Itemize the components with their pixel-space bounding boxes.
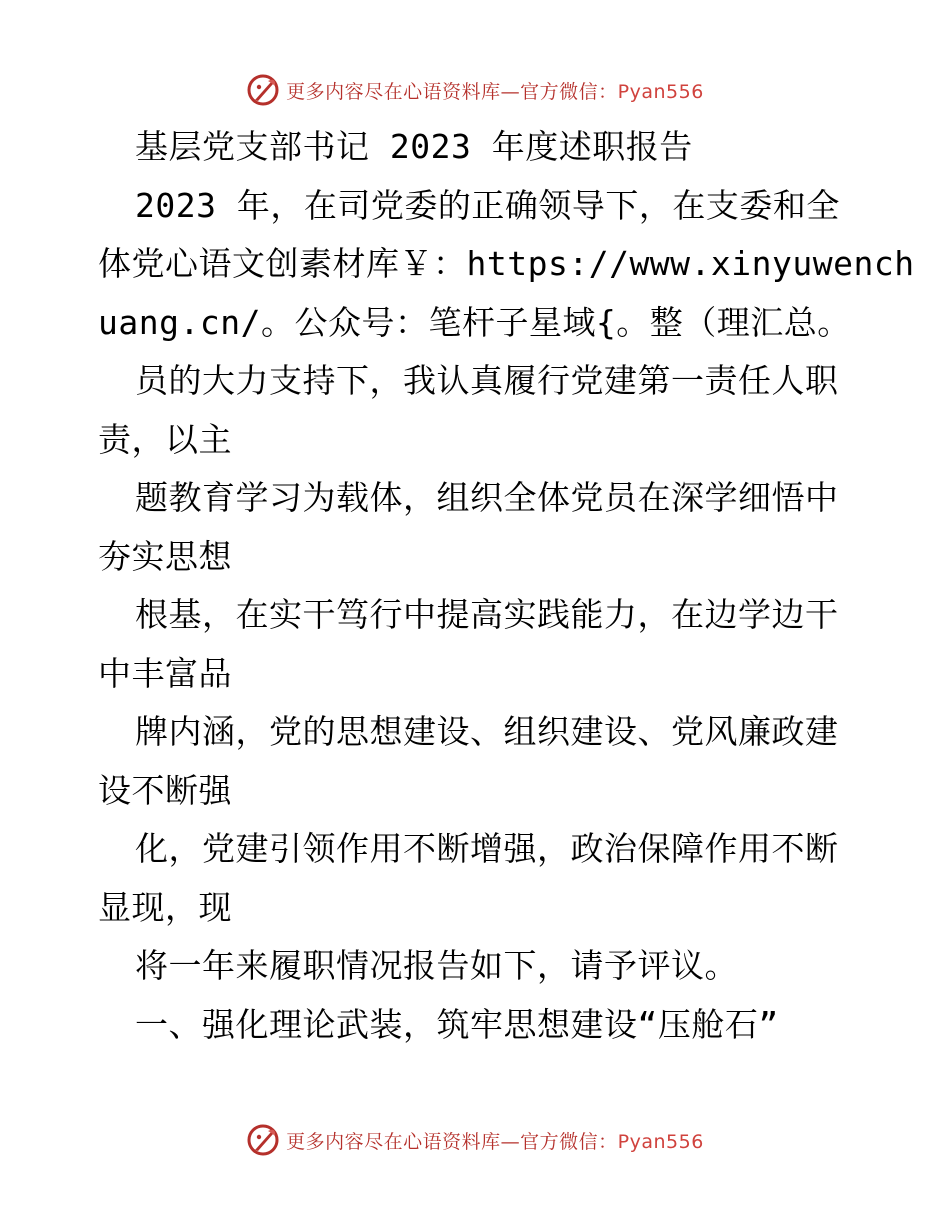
document-title: 基层党支部书记 2023 年度述职报告 bbox=[135, 127, 693, 166]
footer-banner-text: 更多内容尽在心语资料库—官方微信：Pyan556 bbox=[286, 1130, 704, 1153]
paragraph-line: 员的大力支持下，我认真履行党建第一责任人职 bbox=[135, 361, 839, 400]
footer-wechat-id: Pyan556 bbox=[617, 1130, 704, 1153]
footer-banner bbox=[0, 1120, 950, 1160]
paragraph-line: 题教育学习为载体，组织全体党员在深学细悟中 bbox=[135, 478, 839, 517]
quill-pen-logo-icon bbox=[246, 1123, 280, 1157]
paragraph-line: 中丰富品 bbox=[98, 653, 232, 693]
paragraph-line: 显现，现 bbox=[98, 887, 232, 927]
paragraph-line: 将一年来履职情况报告如下，请予评议。 bbox=[135, 946, 738, 985]
paragraph-line: 牌内涵，党的思想建设、组织建设、党风廉政建 bbox=[135, 712, 839, 751]
paragraph-line: 根基，在实干笃行中提高实践能力，在边学边干 bbox=[135, 595, 839, 634]
paragraph-line: 化，党建引领作用不断增强，政治保障作用不断 bbox=[135, 829, 839, 868]
header-banner bbox=[0, 70, 950, 110]
header-wechat-id: Pyan556 bbox=[617, 80, 704, 103]
header-banner-text: 更多内容尽在心语资料库—官方微信：Pyan556 bbox=[286, 80, 704, 103]
paragraph-line: 设不断强 bbox=[98, 770, 232, 810]
paragraph-line: uang.cn/。公众号：笔杆子星域{。整（理汇总。 bbox=[98, 302, 851, 342]
paragraph-line: 夯实思想 bbox=[98, 536, 232, 576]
document-body bbox=[98, 118, 915, 1054]
paragraph-line: 责，以主 bbox=[98, 419, 232, 459]
paragraph-line: 2023 年，在司党委的正确领导下，在支委和全 bbox=[135, 185, 840, 225]
quill-pen-logo-icon bbox=[246, 73, 280, 107]
paragraph-line: 体党心语文创素材库￥：https://www.xinyuwench bbox=[98, 244, 915, 283]
section-heading: 一、强化理论武装，筑牢思想建设“压舱石” bbox=[135, 1004, 779, 1044]
